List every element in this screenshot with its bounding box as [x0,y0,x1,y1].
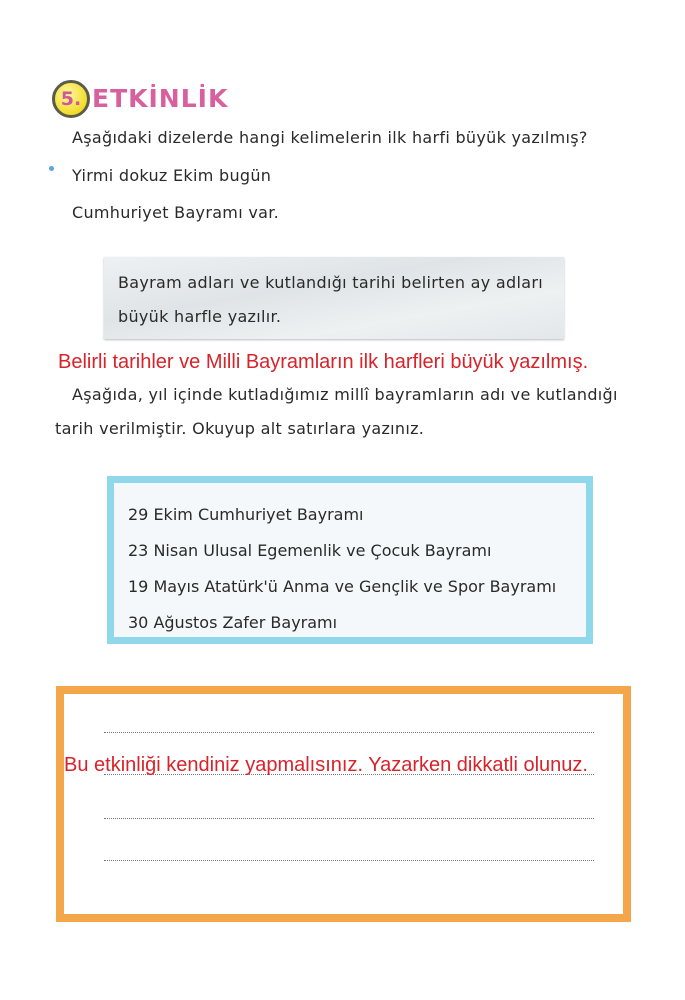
answer-overlay-text: Belirli tarihler ve Milli Bayramların ilk harfleri büyük yazılmış. [58,351,589,373]
bullet-dot [49,166,54,171]
holiday-item: 29 Ekim Cumhuriyet Bayramı [128,505,364,524]
holiday-item: 30 Ağustos Zafer Bayramı [128,613,338,632]
writing-area[interactable] [56,686,631,922]
poem-line-2: Cumhuriyet Bayramı var. [72,203,279,222]
rule-note-paper [104,257,564,339]
writing-line[interactable] [104,860,594,861]
holiday-item: 23 Nisan Ulusal Egemenlik ve Çocuk Bayramı [128,541,492,560]
activity-number: 5. [60,88,82,110]
holiday-list-box [107,476,593,644]
activity-title: ETKİNLİK [92,84,229,113]
writing-line[interactable] [104,818,594,819]
instruction-line-2: tarih verilmiştir. Okuyup alt satırlara yazınız. [55,419,425,438]
holiday-item: 19 Mayıs Atatürk'ü Anma ve Gençlik ve Spor Bayramı [128,577,557,596]
writing-line[interactable] [104,732,594,733]
poem-line-1: Yirmi dokuz Ekim bugün [72,166,272,185]
question-text: Aşağıdaki dizelerde hangi kelimelerin ilk harfi büyük yazılmış? [72,128,588,147]
rule-note-line-1: Bayram adları ve kutlandığı tarihi belirten ay adları [118,273,543,292]
rule-note-line-2: büyük harfle yazılır. [118,307,282,326]
instruction-line-1: Aşağıda, yıl içinde kutladığımız millî bayramların adı ve kutlandığı [72,385,618,404]
activity-number-badge [52,80,90,118]
writing-note-overlay: Bu etkinliği kendiniz yapmalısınız. Yazarken dikkatli olunuz. [64,754,588,776]
